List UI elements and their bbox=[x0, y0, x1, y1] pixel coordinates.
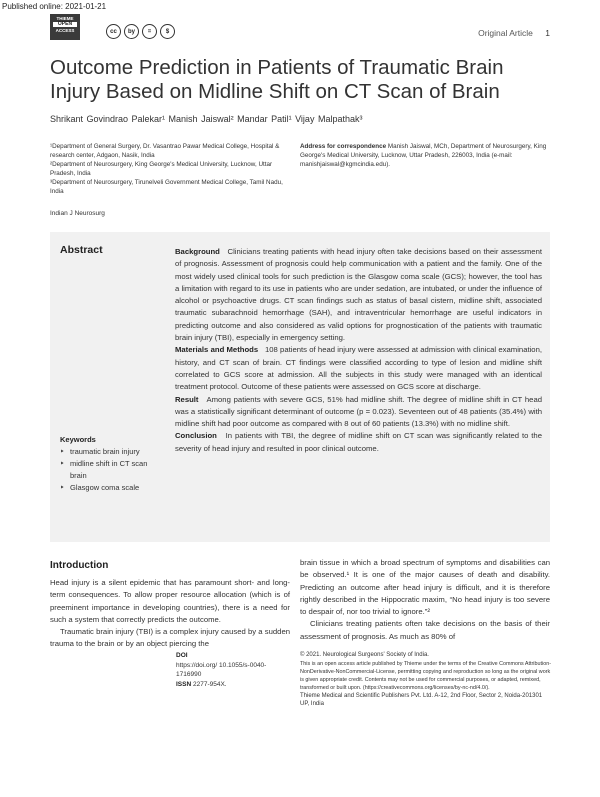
keyword-item: ‣ traumatic brain injury bbox=[60, 446, 150, 458]
journal-name: Indian J Neurosurg bbox=[50, 210, 105, 217]
intro-paragraph-3: brain tissue in which a broad spectrum of symptoms and disabilities can be observed.¹ It is one of the major causes of death and disability. Predicting an outcome after head injury is difficult, and it is therefore rightly described in the Hippocratic maxim, “No head injury is too severe to despair of, nor too trivial to ignore.”² bbox=[300, 558, 550, 617]
author-list: Shrikant Govindrao Palekar¹ Manish Jaiswal² Mandar Patil¹ Vijay Malpathak³ bbox=[50, 114, 363, 124]
intro-paragraph-1: Head injury is a silent epidemic that has paramount short- and long-term consequences. To allow proper resource allocation (which is of preeminent importance in developing countries), there is a need for such a system that correctly predicts the outcome. bbox=[50, 578, 290, 624]
abstract-background bbox=[175, 246, 542, 344]
creative-commons-icons bbox=[106, 24, 175, 39]
thieme-open-access-logo bbox=[50, 14, 80, 40]
publisher: Thieme Medical and Scientific Publishers Pvt. Ltd. A-12, 2nd Floor, Sector 2, Noida-201301 UP, India bbox=[300, 692, 543, 708]
article-title: Outcome Prediction in Patients of Traumatic Brain Injury Based on Midline Shift on CT Scan of Brain bbox=[50, 56, 504, 103]
doi-link[interactable]: https://doi.org/ 10.1055/s-0040-1716990 bbox=[176, 661, 267, 678]
abstract-body bbox=[175, 246, 542, 455]
issn-label: ISSN bbox=[176, 680, 192, 688]
intro-left-column bbox=[50, 577, 290, 651]
affiliation-3: ³Department of Neurosurgery, Tirunelveli Government Medical College, Tamil Nadu, India bbox=[50, 179, 283, 195]
article-type: Original Article bbox=[478, 28, 533, 38]
abstract-methods bbox=[175, 344, 542, 393]
intro-paragraph-4: Clinicians treating patients often take decisions on the basis of their assessment of prognosis. As much as 80% of bbox=[300, 619, 550, 641]
intro-right-column bbox=[300, 557, 550, 643]
by-icon: by bbox=[124, 24, 139, 39]
abstract-result bbox=[175, 394, 542, 431]
copyright: © 2021. Neurological Surgeons' Society of India. bbox=[300, 652, 429, 658]
methods-text: 108 patients of head injury were assessed at admission with clinical examination, history, and CT scan of brain. CT findings were classified according to type of lesion and midline shift correlated to GCS score at admission. All the subjects in this study were managed with an identical treatment protocol. Outcome of these patients were assessed on GCS score at discharge. bbox=[175, 345, 542, 392]
conclusion-label: Conclusion bbox=[175, 431, 217, 441]
badge-line3: ACCESS bbox=[55, 28, 75, 33]
keywords-heading: Keywords bbox=[60, 435, 96, 444]
background-text: Clinicians treating patients with head injury often take decisions based on their assessment of prognosis. Assessment of prognosis could help communication with a patient and the family. One of the most widely used clinical tools for such prediction is the Glasgow coma scale (GCS); however, the tool has a limitation with regard to its use in patients who are under sedation, are intubated, or under the influence of alcohol or psychoactive drugs. CT scan findings such as status of basal cistern, midline shift, associated traumatic subarachnoid hemorrhage (SAH), and intraventricular hemorrhage are useful indicators in predicting outcome and also considered as valid options for prognostication of the patients with traumatic brain injury (TBI), especially in emergency setting. bbox=[175, 247, 542, 343]
published-date: Published online: 2021-01-21 bbox=[2, 2, 107, 11]
badge-line2: OPEN bbox=[53, 22, 77, 27]
correspondence-label: Address for correspondence bbox=[300, 143, 387, 150]
keyword-item: ‣ midline shift in CT scan brain bbox=[60, 458, 150, 482]
result-label: Result bbox=[175, 394, 199, 404]
badge-line1: THIEME bbox=[56, 16, 74, 21]
license-text: This is an open access article published by Thieme under the terms of the Creative Commons Attribution-NonDerivative-NonCommercial-License, permitting copying and reproduction so long as the original work is given appropriate credit. Contents may not be used for commercial purposes, or adapted, remixed, transformed or built upon. (https://creativecommons.org/licenses/by-nc-nd/4.0/). bbox=[300, 660, 551, 691]
result-text: Among patients with severe GCS, 51% had midline shift. The degree of midline shift in CT head was a statistically significant determinant of outcome (p = 0.023). Seventeen out of 48 patients (35.4%) with midline shift had poor outcome as compared with 8 out of 60 patients (13.3%) with no midline shift. bbox=[175, 394, 543, 429]
correspondence-text: Manish Jaiswal, MCh, Department of Neurosurgery, King George's Medical University, Lucknow, Uttar Pradesh, 226003, India (e-mail: manishjaiswal@kgmcindia.edu). bbox=[300, 143, 547, 168]
methods-label: Materials and Methods bbox=[175, 345, 259, 355]
issn-value: 2277-954X. bbox=[192, 680, 227, 688]
affiliations bbox=[50, 142, 290, 196]
keywords bbox=[60, 434, 150, 494]
page-number: 1 bbox=[545, 28, 550, 38]
abstract-heading: Abstract bbox=[60, 244, 103, 256]
abstract-conclusion bbox=[175, 430, 542, 455]
introduction-heading: Introduction bbox=[50, 560, 109, 571]
affiliation-1: ¹Department of General Surgery, Dr. Vasantrao Pawar Medical College, Hospital & research center, Adgaon, Nasik, India bbox=[50, 143, 280, 159]
conclusion-text: In patients with TBI, the degree of midline shift on CT scan was significantly related to the severity of head injury and resulted in poor clinical outcome. bbox=[175, 431, 542, 453]
doi-block bbox=[176, 651, 276, 689]
intro-paragraph-2: Traumatic brain injury (TBI) is a complex injury caused by a sudden trauma to the brain or by an object piercing the bbox=[50, 627, 290, 649]
nd-icon: = bbox=[142, 24, 157, 39]
background-label: Background bbox=[175, 247, 220, 256]
cc-icon: cc bbox=[106, 24, 121, 39]
keyword-item: ‣ Glasgow coma scale bbox=[60, 482, 150, 494]
rights-block bbox=[300, 651, 552, 709]
nc-icon: $ bbox=[160, 24, 175, 39]
affiliation-2: ²Department of Neurosurgery, King George's Medical University, Lucknow, Uttar Pradesh, India bbox=[50, 161, 273, 177]
correspondence bbox=[300, 142, 550, 169]
running-header bbox=[478, 28, 550, 38]
doi-label: DOI bbox=[176, 652, 188, 659]
